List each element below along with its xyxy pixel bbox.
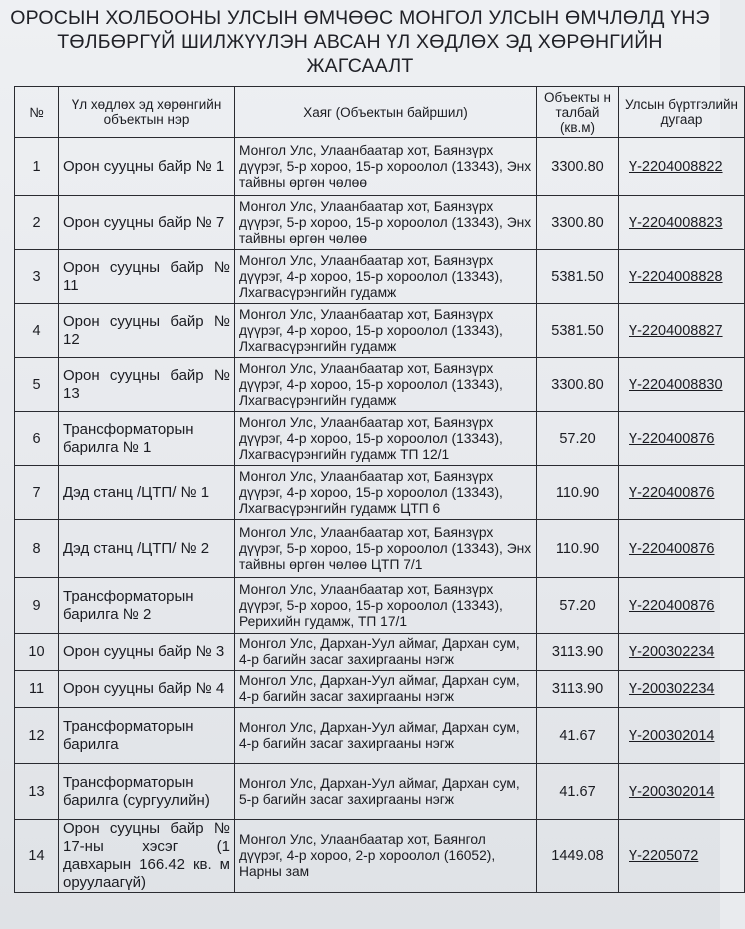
row-registration: Ү-2205072 bbox=[619, 820, 745, 893]
row-name: Трансформаторын барилга № 2 bbox=[59, 578, 235, 634]
row-registration: Ү-220400876 bbox=[619, 520, 745, 578]
row-name: Орон сууцны байр № 1 bbox=[59, 138, 235, 196]
row-registration: Ү-200302014 bbox=[619, 708, 745, 764]
row-name: Орон сууцны байр № 13 bbox=[59, 358, 235, 412]
table-row bbox=[15, 764, 745, 820]
row-registration: Ү-200302014 bbox=[619, 764, 745, 820]
row-num: 8 bbox=[15, 520, 59, 578]
row-address: Монгол Улс, Улаанбаатар хот, Баянгол дүүрэг, 4-р хороо, 2-р хороолол (16052), Нарны зам bbox=[235, 820, 537, 893]
table-row bbox=[15, 820, 745, 893]
row-address: Монгол Улс, Улаанбаатар хот, Баянзүрх дүүрэг, 5-р хороо, 15-р хороолол (13343), Энх тайвны өргөн чөлөө bbox=[235, 196, 537, 250]
row-num: 4 bbox=[15, 304, 59, 358]
table-row bbox=[15, 466, 745, 520]
row-area: 3300.80 bbox=[537, 138, 619, 196]
row-address: Монгол Улс, Улаанбаатар хот, Баянзүрх дүүрэг, 5-р хороо, 15-р хороолол (13343), Рерихийн гудамж, ТП 17/1 bbox=[235, 578, 537, 634]
row-num: 9 bbox=[15, 578, 59, 634]
row-name: Орон сууцны байр № 3 bbox=[59, 634, 235, 671]
row-area: 41.67 bbox=[537, 708, 619, 764]
row-registration: Ү-2204008828 bbox=[619, 250, 745, 304]
header-num: № bbox=[15, 87, 59, 138]
row-area: 3300.80 bbox=[537, 358, 619, 412]
row-registration: Ү-220400876 bbox=[619, 466, 745, 520]
row-area: 3300.80 bbox=[537, 196, 619, 250]
row-num: 1 bbox=[15, 138, 59, 196]
table-row bbox=[15, 634, 745, 671]
row-area: 5381.50 bbox=[537, 250, 619, 304]
row-registration: Ү-2204008830 bbox=[619, 358, 745, 412]
row-area: 110.90 bbox=[537, 520, 619, 578]
header-area: Объекты н талбай (кв.м) bbox=[537, 87, 619, 138]
row-address: Монгол Улс, Улаанбаатар хот, Баянзүрх дүүрэг, 4-р хороо, 15-р хороолол (13343), Лхагвасүрэнгийн гудамж ТП 12/1 bbox=[235, 412, 537, 466]
row-name: Трансформаторын барилга № 1 bbox=[59, 412, 235, 466]
row-num: 7 bbox=[15, 466, 59, 520]
row-num: 11 bbox=[15, 671, 59, 708]
row-name: Трансформаторын барилга (сургуулийн) bbox=[59, 764, 235, 820]
table-row bbox=[15, 520, 745, 578]
row-address: Монгол Улс, Улаанбаатар хот, Баянзүрх дүүрэг, 5-р хороо, 15-р хороолол (13343), Энх тайвны өргөн чөлөө ЦТП 7/1 bbox=[235, 520, 537, 578]
row-name: Дэд станц /ЦТП/ № 1 bbox=[59, 466, 235, 520]
table-row bbox=[15, 250, 745, 304]
header-address: Хаяг (Объектын байршил) bbox=[235, 87, 537, 138]
row-area: 57.20 bbox=[537, 412, 619, 466]
row-name: Орон сууцны байр № 7 bbox=[59, 196, 235, 250]
header-name: Үл хөдлөх эд хөрөнгийн объектын нэр bbox=[59, 87, 235, 138]
row-registration: Ү-200302234 bbox=[619, 671, 745, 708]
row-num: 10 bbox=[15, 634, 59, 671]
title-line-2: ТӨЛБӨРГҮЙ ШИЛЖҮҮЛЭН АВСАН ҮЛ ХӨДЛӨХ ЭД ХӨРӨНГИЙН bbox=[57, 31, 663, 53]
title-line-3: ЖАГСААЛТ bbox=[306, 55, 414, 77]
row-num: 5 bbox=[15, 358, 59, 412]
row-num: 14 bbox=[15, 820, 59, 893]
row-num: 6 bbox=[15, 412, 59, 466]
table-row bbox=[15, 671, 745, 708]
row-address: Монгол Улс, Улаанбаатар хот, Баянзүрх дүүрэг, 4-р хороо, 15-р хороолол (13343), Лхагвасүрэнгийн гудамж bbox=[235, 304, 537, 358]
row-name: Орон сууцны байр № 17-ны хэсэг (1 давхарын 166.42 кв. м оруулаагүй) bbox=[59, 820, 235, 893]
row-address: Монгол Улс, Улаанбаатар хот, Баянзүрх дүүрэг, 4-р хороо, 15-р хороолол (13343), Лхагвасүрэнгийн гудамж bbox=[235, 358, 537, 412]
row-area: 1449.08 bbox=[537, 820, 619, 893]
row-num: 3 bbox=[15, 250, 59, 304]
table-row bbox=[15, 578, 745, 634]
table-row bbox=[15, 358, 745, 412]
row-num: 2 bbox=[15, 196, 59, 250]
row-address: Монгол Улс, Дархан-Уул аймаг, Дархан сум, 4-р багийн засаг захиргааны нэгж bbox=[235, 634, 537, 671]
row-address: Монгол Улс, Улаанбаатар хот, Баянзүрх дүүрэг, 5-р хороо, 15-р хороолол (13343), Энх тайвны өргөн чөлөө bbox=[235, 138, 537, 196]
row-name: Дэд станц /ЦТП/ № 2 bbox=[59, 520, 235, 578]
table-row bbox=[15, 196, 745, 250]
row-name: Орон сууцны байр № 12 bbox=[59, 304, 235, 358]
row-registration: Ү-2204008822 bbox=[619, 138, 745, 196]
row-address: Монгол Улс, Дархан-Уул аймаг, Дархан сум, 4-р багийн засаг захиргааны нэгж bbox=[235, 708, 537, 764]
header-registration: Улсын бүртгэлийн дугаар bbox=[619, 87, 745, 138]
row-registration: Ү-2204008823 bbox=[619, 196, 745, 250]
row-address: Монгол Улс, Дархан-Уул аймаг, Дархан сум, 5-р багийн засаг захиргааны нэгж bbox=[235, 764, 537, 820]
row-address: Монгол Улс, Дархан-Уул аймаг, Дархан сум, 4-р багийн засаг захиргааны нэгж bbox=[235, 671, 537, 708]
table-row bbox=[15, 304, 745, 358]
row-registration: Ү-220400876 bbox=[619, 578, 745, 634]
row-area: 3113.90 bbox=[537, 634, 619, 671]
row-area: 5381.50 bbox=[537, 304, 619, 358]
row-num: 13 bbox=[15, 764, 59, 820]
row-name: Трансформаторын барилга bbox=[59, 708, 235, 764]
row-name: Орон сууцны байр № 11 bbox=[59, 250, 235, 304]
row-area: 3113.90 bbox=[537, 671, 619, 708]
property-table bbox=[14, 86, 745, 893]
document-title bbox=[0, 6, 720, 78]
row-area: 41.67 bbox=[537, 764, 619, 820]
row-name: Орон сууцны байр № 4 bbox=[59, 671, 235, 708]
row-num: 12 bbox=[15, 708, 59, 764]
row-address: Монгол Улс, Улаанбаатар хот, Баянзүрх дүүрэг, 4-р хороо, 15-р хороолол (13343), Лхагвасүрэнгийн гудамж bbox=[235, 250, 537, 304]
row-registration: Ү-200302234 bbox=[619, 634, 745, 671]
table-row bbox=[15, 412, 745, 466]
row-address: Монгол Улс, Улаанбаатар хот, Баянзүрх дүүрэг, 4-р хороо, 15-р хороолол (13343), Лхагвасүрэнгийн гудамж ЦТП 6 bbox=[235, 466, 537, 520]
table-row bbox=[15, 138, 745, 196]
table-header-row bbox=[15, 87, 745, 138]
title-line-1: ОРОСЫН ХОЛБООНЫ УЛСЫН ӨМЧӨӨС МОНГОЛ УЛСЫН ӨМЧЛӨЛД ҮНЭ bbox=[10, 7, 710, 29]
row-registration: Ү-220400876 bbox=[619, 412, 745, 466]
row-registration: Ү-2204008827 bbox=[619, 304, 745, 358]
row-area: 57.20 bbox=[537, 578, 619, 634]
table-row bbox=[15, 708, 745, 764]
row-area: 110.90 bbox=[537, 466, 619, 520]
